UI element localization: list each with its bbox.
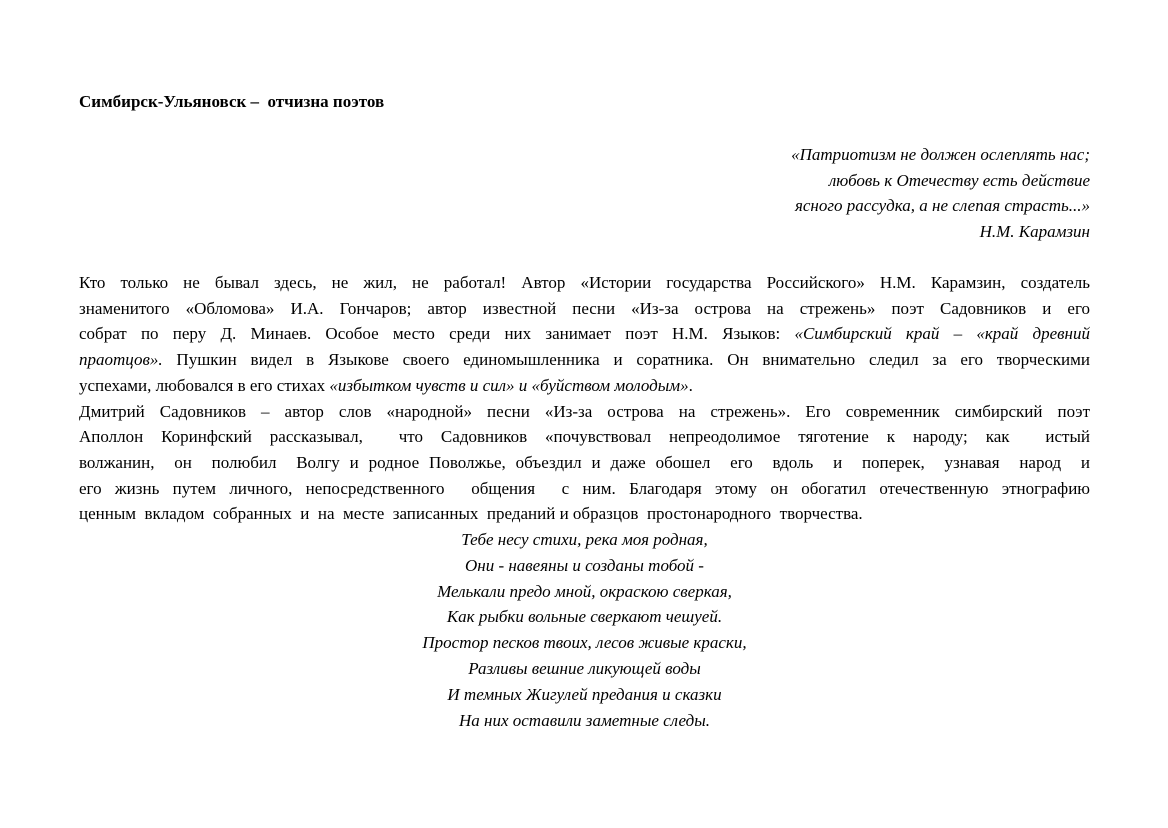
text-run: Кто только не бывал здесь, не жил, не работал! Автор «Истории государства Российского» Н.М. Карамзин, создатель: [79, 273, 1090, 292]
epigraph-line: ясного рассудка, а не слепая страсть...»: [794, 196, 1090, 215]
poem-line: Разливы вешние ликующей воды: [468, 658, 701, 678]
body-text: [79, 270, 1090, 527]
document-title: Симбирск-Ульяновск – отчизна поэтов: [79, 92, 385, 111]
poem-line: На них оставили заметные следы.: [458, 710, 710, 730]
pushkin-quote: «избытком чувств и сил» и «буйством молодым»: [329, 375, 689, 395]
paragraph-line: Дмитрий Садовников – автор слов «народной» песни «Из-за острова на стрежень». Его современник симбирский поэт: [79, 401, 1090, 421]
paragraph-line: Аполлон Коринфский рассказывал, что Садовников «почувствовал непреодолимое тяготение к народу; как истый: [79, 427, 1090, 447]
paragraph-line: [79, 296, 1090, 322]
text-run: Пушкин видел в Языкове своего единомышленника и соратника. Он внимательно следил за его творческими: [162, 350, 1090, 370]
epigraph: [791, 142, 1090, 244]
epigraph-author: Н.М. Карамзин: [979, 221, 1090, 241]
text-run: собрат по перу Д. Минаев. Особое место среди них занимает поэт Н.М. Языков:: [79, 324, 795, 344]
poem-line: И темных Жигулей предания и сказки: [447, 684, 722, 704]
paragraph-line: [79, 373, 1090, 399]
poem-line: Они - навеяны и созданы тобой -: [465, 555, 704, 575]
epigraph-line: «Патриотизм не должен ослеплять нас;: [791, 145, 1090, 164]
paragraph-line: волжанин, он полюбил Волгу и родное Поволжье, объездил и даже обошел его вдоль и поперек, узнавая народ и: [79, 452, 1090, 472]
text-run: успехами, любовался в его стихах: [79, 375, 330, 395]
epigraph-line: любовь к Отечеству есть действие: [828, 170, 1090, 190]
paragraph-line: [79, 321, 1090, 347]
paragraph-1: [79, 270, 1090, 399]
paragraph-line: его жизнь путем личного, непосредственного общения с ним. Благодаря этому он обогатил отечественную этнографию: [79, 478, 1090, 498]
text-run: .: [688, 375, 693, 395]
poem-line: Мелькали предо мной, окраскою сверкая,: [437, 581, 732, 601]
poem-line: Тебе несу стихи, река моя родная,: [461, 530, 708, 549]
paragraph-line: [79, 347, 1090, 373]
paragraph-line: [79, 270, 1090, 296]
text-run: знаменитого «Обломова» И.А. Гончаров; автор известной песни «Из-за острова на стрежень» поэт Садовников и его: [79, 298, 1090, 318]
paragraph-line: ценным вкладом собранных и на месте записанных преданий и образцов простонародного творчества.: [79, 504, 863, 524]
poem-line: Простор песков твоих, лесов живые краски,: [422, 633, 747, 653]
paragraph-2: [79, 399, 1090, 528]
poem-line: Как рыбки вольные сверкают чешуей.: [446, 607, 723, 627]
poem: [79, 527, 1090, 733]
yazykov-quote: «Симбирский край – «край древний: [794, 324, 1090, 344]
yazykov-quote-end: праотцов».: [79, 350, 163, 370]
